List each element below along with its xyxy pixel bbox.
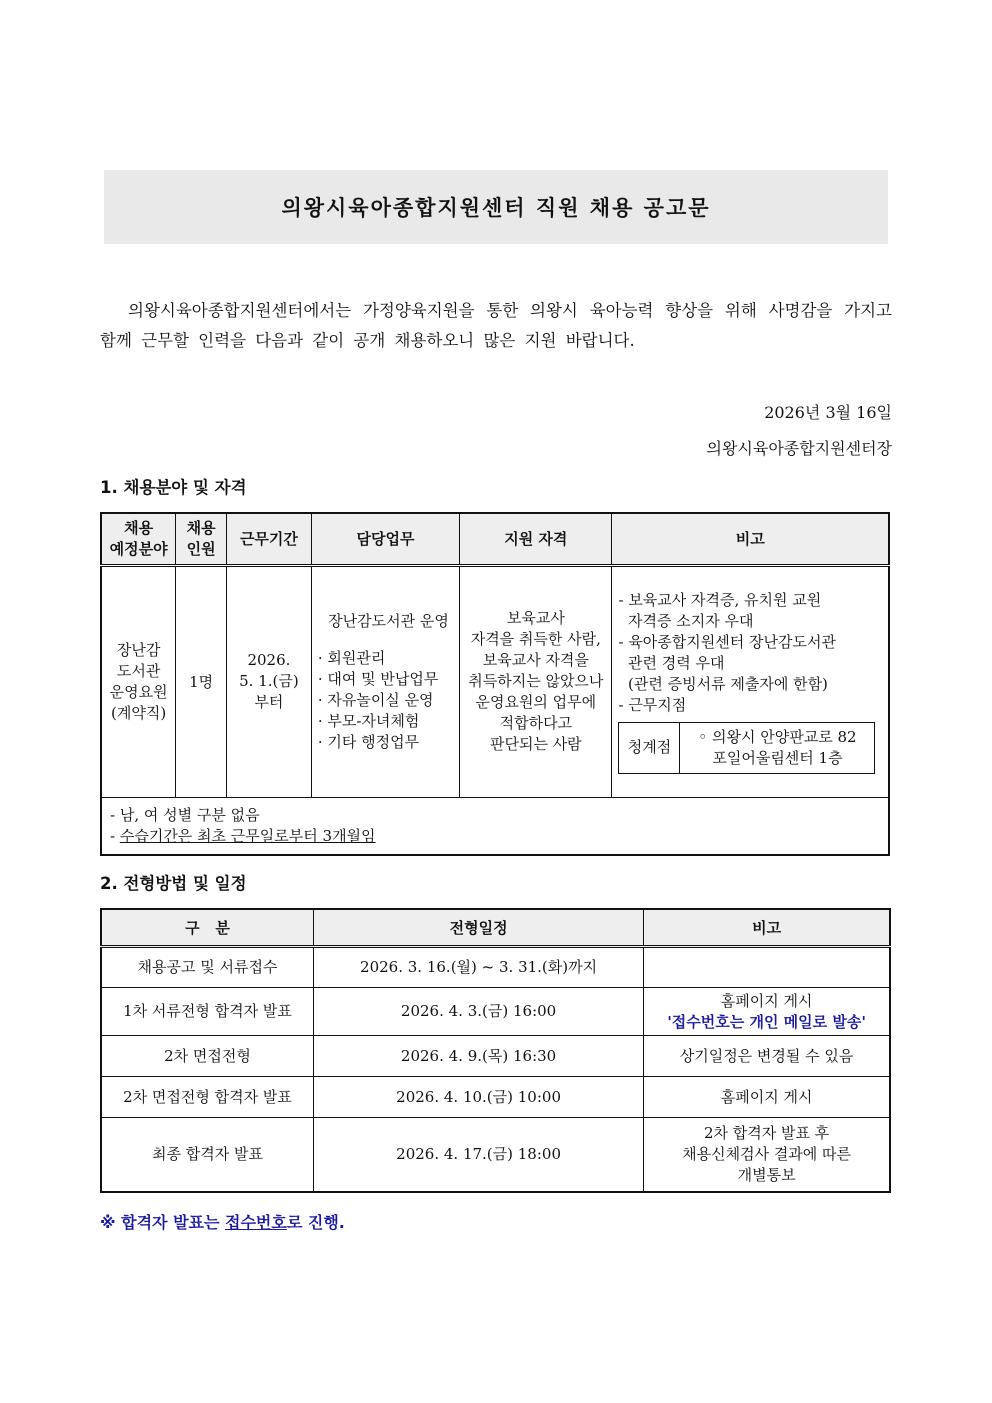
site-address-line: 포일어울림센터 1층 <box>712 748 843 767</box>
duty-item: · 대여 및 반납업무 <box>317 669 439 688</box>
page-title: 의왕시육아종합지원센터 직원 채용 공고문 <box>104 170 888 244</box>
note-line: 홈페이지 게시 <box>720 991 813 1010</box>
period-line: 2026. <box>247 651 291 669</box>
category-cell: 최종 합격자 발표 <box>101 1118 314 1192</box>
field-line: 운영요원 <box>109 682 168 701</box>
header-field-l1: 채용 <box>124 518 154 537</box>
issuer: 의왕시육아종합지원센터장 <box>706 439 892 458</box>
recruitment-table <box>100 512 890 856</box>
period-cell <box>227 565 312 797</box>
schedule-cell: 2026. 4. 3.(금) 16:00 <box>314 988 644 1036</box>
header-field-l2: 예정분야 <box>109 539 168 558</box>
duty-cell <box>311 565 459 797</box>
category-cell: 1차 서류전형 합격자 발표 <box>101 988 314 1036</box>
table-row <box>101 1036 890 1077</box>
site-label: 청계점 <box>619 723 680 773</box>
note-cell <box>644 988 890 1036</box>
footnote-suffix: 로 진행. <box>286 1213 345 1232</box>
header-qualification: 지원 자격 <box>460 513 612 565</box>
note-line: - 육아종합지원센터 장난감도서관 <box>618 632 836 651</box>
header-category: 구 분 <box>101 909 314 947</box>
site-address <box>680 723 874 773</box>
table-row <box>101 1118 890 1192</box>
schedule-cell: 2026. 4. 9.(목) 16:30 <box>314 1036 644 1077</box>
table-footer <box>101 797 889 855</box>
note-line: - 보육교사 자격증, 유치원 교원 <box>618 590 822 609</box>
note-cell: 홈페이지 게시 <box>644 1077 890 1118</box>
note-line: (관련 증빙서류 제출자에 한함) <box>618 674 828 693</box>
qualification-line: 적합하다고 <box>499 714 573 732</box>
header-note: 비고 <box>612 513 889 565</box>
footnote <box>100 1210 345 1233</box>
note-cell <box>612 565 889 797</box>
duty-item: · 자유놀이실 운영 <box>317 690 434 709</box>
field-cell <box>101 565 176 797</box>
intro-paragraph: 의왕시육아종합지원센터에서는 가정양육지원을 통한 의왕시 육아능력 향상을 위해 사명감을 가지고 함께 근무할 인력을 다음과 같이 공개 채용하오니 많은 지원 바랍니다. <box>100 301 892 350</box>
note-cell: 상기일정은 변경될 수 있음 <box>644 1036 890 1077</box>
header-count <box>176 513 227 565</box>
schedule-cell: 2026. 3. 16.(월) ~ 3. 31.(화)까지 <box>314 947 644 988</box>
qualification-line: 보육교사 자격을 <box>482 651 589 669</box>
schedule-cell: 2026. 4. 17.(금) 18:00 <box>314 1118 644 1192</box>
footnote-prefix: ※ 합격자 발표는 <box>100 1213 226 1232</box>
site-address-line: ◦ 의왕시 안양판교로 82 <box>698 727 857 746</box>
header-note: 비고 <box>644 909 890 947</box>
period-line: 부터 <box>254 693 284 711</box>
note-line: 2차 합격자 발표 후 <box>703 1123 830 1142</box>
header-duty: 담당업무 <box>311 513 459 565</box>
note-line: - 근무지점 <box>618 695 687 714</box>
table-row <box>101 988 890 1036</box>
category-cell: 2차 면접전형 <box>101 1036 314 1077</box>
header-schedule: 전형일정 <box>314 909 644 947</box>
note-line: 관련 경력 우대 <box>618 653 725 672</box>
qualification-line: 자격을 취득한 사람, <box>470 630 601 648</box>
field-line: (계약직) <box>111 703 167 722</box>
schedule-cell: 2026. 4. 10.(금) 10:00 <box>314 1077 644 1118</box>
field-line: 장난감 <box>116 640 161 659</box>
footer-line <box>110 826 880 847</box>
qualification-line: 판단되는 사람 <box>489 735 582 753</box>
qualification-line: 보육교사 <box>506 609 565 627</box>
note-line: 개별통보 <box>737 1165 796 1184</box>
table-row <box>101 1077 890 1118</box>
count-cell: 1명 <box>176 565 227 797</box>
footer-line: - 남, 여 성별 구분 없음 <box>110 805 260 824</box>
duty-item: · 기타 행정업무 <box>317 732 420 751</box>
work-site-box <box>618 722 875 774</box>
header-count-l2: 인원 <box>186 539 216 558</box>
header-period: 근무기간 <box>227 513 312 565</box>
qualification-line: 운영요원의 업무에 <box>475 693 597 711</box>
qualification-line: 취득하지는 않았으나 <box>468 672 604 690</box>
footer-dash: - <box>110 826 120 845</box>
table-row <box>101 947 890 988</box>
header-field <box>101 513 176 565</box>
email-notice: '접수번호는 개인 메일로 발송' <box>667 1012 866 1031</box>
probation-note: 수습기간은 최초 근무일로부터 3개월임 <box>119 826 376 845</box>
schedule-table <box>100 908 891 1193</box>
section1-heading: 1. 채용분야 및 자격 <box>100 478 247 497</box>
note-cell <box>644 947 890 988</box>
note-line: 채용신체검사 결과에 따른 <box>682 1144 852 1163</box>
note-cell <box>644 1118 890 1192</box>
duty-item: · 회원관리 <box>317 648 386 667</box>
period-line: 5. 1.(금) <box>239 672 299 690</box>
field-line: 도서관 <box>116 661 161 680</box>
category-cell: 2차 면접전형 합격자 발표 <box>101 1077 314 1118</box>
duty-item: · 부모-자녀체험 <box>317 711 420 730</box>
announcement-date: 2026년 3월 16일 <box>764 403 892 422</box>
note-line: 자격증 소지자 우대 <box>618 611 754 630</box>
qualification-cell <box>460 565 612 797</box>
section2-heading: 2. 전형방법 및 일정 <box>100 874 247 893</box>
category-cell: 채용공고 및 서류접수 <box>101 947 314 988</box>
duty-head: 장난감도서관 운영 <box>328 611 449 630</box>
footnote-emphasis: 접수번호 <box>225 1213 287 1232</box>
header-count-l1: 채용 <box>186 518 216 537</box>
